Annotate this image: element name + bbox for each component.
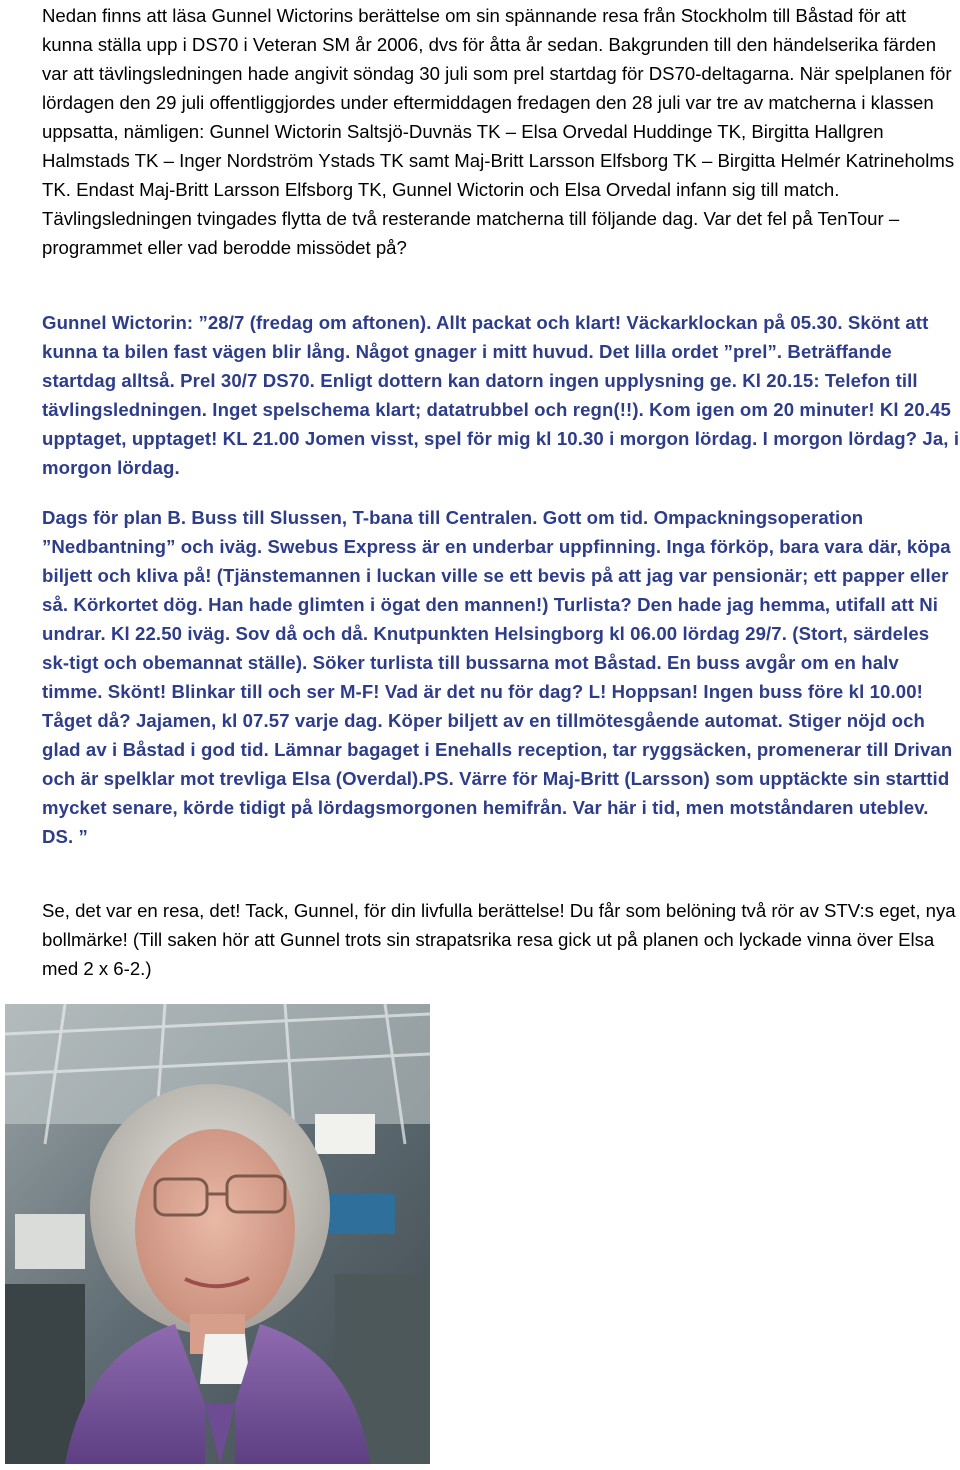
portrait-photo: [5, 1004, 430, 1464]
intro-paragraph: Nedan finns att läsa Gunnel Wictorins berättelse om sin spännande resa från Stockholm till Båstad för att kunna ställa upp i DS70 i Veteran SM år 2006, dvs för åtta år sedan. Bakgrunden till den händelserika färden var att tävlingsledningen hade angivit söndag 30 juli som prel startdag för DS70-deltagarna. När spelplanen för lördagen den 29 juli offentliggjordes under eftermiddagen fredagen den 28 juli var tre av matcherna i klassen uppsatta, nämligen: Gunnel Wictorin Saltsjö-Duvnäs TK – Elsa Orvedal Huddinge TK, Birgitta Hallgren Halmstads TK – Inger Nordström Ystads TK samt Maj-Britt Larsson Elfsborg TK – Birgitta Helmér Katrineholms TK. Endast Maj-Britt Larsson Elfsborg TK, Gunnel Wictorin och Elsa Orvedal infann sig till match. Tävlingsledningen tvingades flytta de två resterande matcherna till följande dag. Var det fel på TenTour – programmet eller vad berodde missödet på?: [42, 5, 955, 258]
portrait-illustration: [5, 1004, 430, 1464]
closing-paragraph: Se, det var en resa, det! Tack, Gunnel, för din livfulla berättelse! Du får som belöning två rör av STV:s eget, nya bollmärke! (Till saken hör att Gunnel trots sin strapatsrika resa gick ut på planen och lyckade vinna över Elsa med 2 x 6-2.): [42, 900, 956, 979]
gunnel-quote-part-1: Gunnel Wictorin: ”28/7 (fredag om aftonen). Allt packat och klart! Väckarklockan på 05.30. Skönt att kunna ta bilen fast vägen blir lång. Något gnager i mitt huvud. Det lilla ordet ”prel”. Beträffande startdag alltså. Prel 30/7 DS70. Enligt dottern kan datorn ingen upplysning ge. Kl 20.15: Telefon till tävlingsledningen. Inget spelschema klart; datatrubbel och regn(!!). Kom igen om 20 minuter! Kl 20.45 upptaget, upptaget! KL 21.00 Jomen visst, spel för mig kl 10.30 i morgon lördag. I morgon lördag? Ja, i morgon lördag.: [42, 312, 960, 478]
gunnel-quote-part-2: Dags för plan B. Buss till Slussen, T-bana till Centralen. Gott om tid. Ompackningsoperation ”Nedbantning” och iväg. Swebus Express är en underbar uppfinning. Inga förköp, bara vara där, köpa biljett och kliva på! (Tjänstemannen i luckan ville se ett bevis på att jag var pensionär; ett papper eller så. Körkortet dög. Han hade glimten i ögat den mannen!) Turlista? Den hade jag hemma, utifall att Ni undrar. Kl 22.50 iväg. Sov då och då. Knutpunkten Helsingborg kl 06.00 lördag 29/7. (Stort, särdeles sk-tigt och obemannat ställe). Söker turlista till bussarna mot Båstad. En buss avgår om en halv timme. Skönt! Blinkar till och ser M-F! Vad är det nu för dag? L! Hoppsan! Ingen buss före kl 10.00! Tåget då? Jajamen, kl 07.57 varje dag. Köper biljett av en tillmötesgående automat. Stiger nöjd och glad av i Båstad i god tid. Lämnar bagaget i Enehalls reception, tar ryggsäcken, promenerar till Drivan och är spelklar mot trevliga Elsa (Overdal).PS. Värre för Maj-Britt (Larsson) som upptäckte sin starttid mycket senare, körde tidigt på lördagsmorgonen hemifrån. Var här i tid, men motståndaren uteblev. DS. ”: [42, 507, 953, 847]
